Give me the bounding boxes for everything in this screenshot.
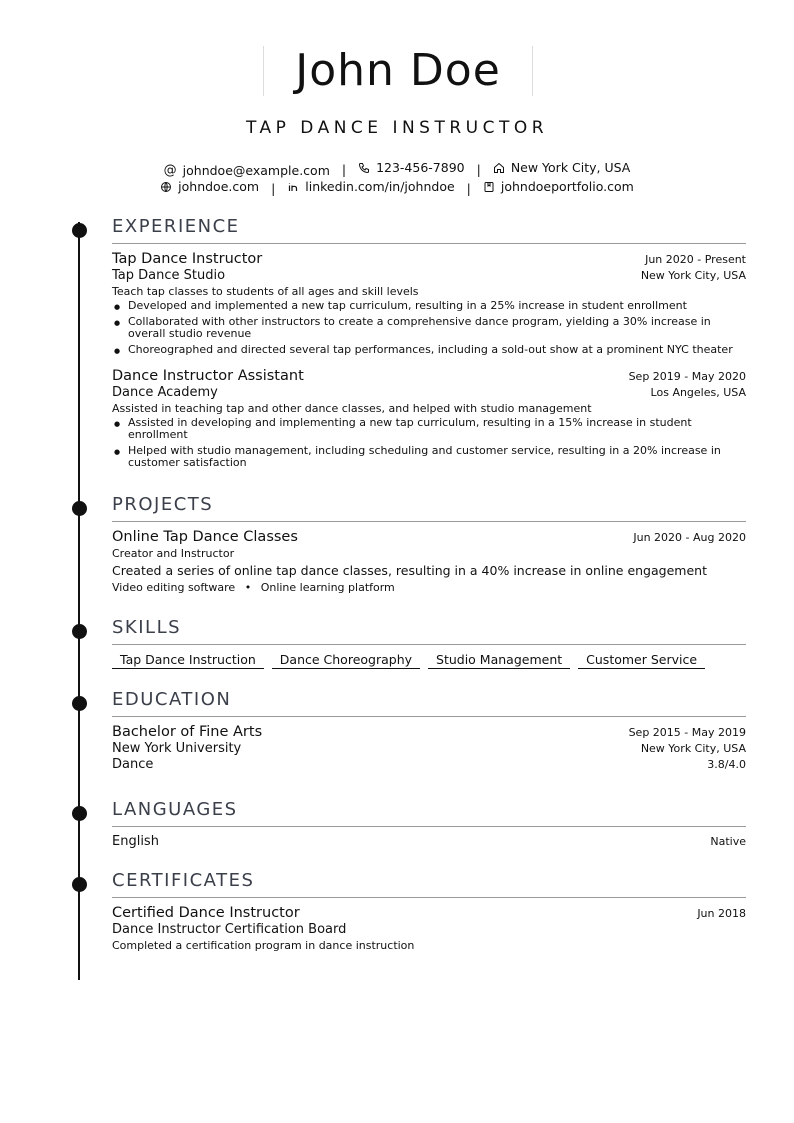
education-entry	[112, 724, 746, 772]
certificate-name: Certified Dance Instructor	[112, 905, 300, 921]
name-block	[263, 46, 533, 96]
website-text: johndoe.com	[178, 179, 260, 194]
phone-icon	[358, 162, 370, 174]
skills-section	[112, 616, 746, 669]
phone-text: 123-456-7890	[376, 160, 465, 175]
contact-row-2	[0, 179, 794, 196]
contact-website[interactable]	[160, 179, 259, 194]
education-school: New York University	[112, 741, 242, 756]
certificate-entry	[112, 905, 746, 952]
skill-tag: Dance Choreography	[272, 652, 420, 669]
experience-bullets	[112, 417, 746, 469]
separator: |	[476, 161, 481, 177]
contact-email[interactable]	[164, 163, 330, 178]
education-degree: Bachelor of Fine Arts	[112, 724, 263, 740]
job-title: TAP DANCE INSTRUCTOR	[245, 118, 549, 138]
experience-entry	[112, 368, 746, 469]
location-text: New York City, USA	[510, 160, 631, 175]
timeline-dot-skills	[72, 624, 87, 639]
separator: |	[341, 161, 347, 177]
project-name: Online Tap Dance Classes	[112, 529, 298, 545]
skills-list	[112, 652, 746, 669]
projects-section	[112, 493, 746, 594]
language-level: Native	[710, 835, 746, 848]
certificate-date: Jun 2018	[697, 907, 746, 920]
certificate-issuer: Dance Instructor Certification Board	[112, 922, 347, 937]
candidate-name: John Doe	[295, 45, 501, 96]
contact-portfolio[interactable]	[483, 179, 634, 194]
timeline-dot-experience	[72, 223, 87, 238]
bullet-item: ● Developed and implemented a new tap curriculum, resulting in a 25% increase in student enrollment	[112, 300, 746, 312]
contact-row-1	[0, 160, 794, 178]
project-tools	[112, 581, 746, 594]
experience-company: Dance Academy	[112, 385, 218, 400]
timeline-dot-languages	[72, 806, 87, 821]
education-section	[112, 688, 746, 772]
home-icon	[493, 162, 505, 174]
globe-icon	[160, 181, 172, 193]
experience-role: Tap Dance Instructor	[112, 251, 263, 267]
section-title: PROJECTS	[112, 494, 214, 515]
email-text: johndoe@example.com	[182, 162, 330, 178]
education-location: New York City, USA	[640, 742, 746, 755]
timeline-dot-certificates	[72, 877, 87, 892]
skill-tag: Customer Service	[578, 652, 705, 669]
bullet-item: ● Collaborated with other instructors to create a comprehensive dance program, yielding a 30% increase in overall studio revenue	[112, 316, 746, 340]
project-tool: Online learning platform	[260, 581, 395, 594]
project-tool: Video editing software	[112, 581, 236, 594]
experience-company: Tap Dance Studio	[112, 268, 226, 283]
section-divider	[112, 644, 746, 645]
section-divider	[112, 243, 746, 244]
separator: |	[466, 180, 471, 196]
experience-summary: Assisted in teaching tap and other dance classes, and helped with studio management	[112, 402, 592, 415]
experience-summary: Teach tap classes to students of all ages and skill levels	[112, 285, 419, 298]
certificate-description: Completed a certification program in dance instruction	[112, 939, 415, 952]
project-dates: Jun 2020 - Aug 2020	[633, 531, 746, 544]
section-title: EDUCATION	[112, 689, 232, 710]
timeline-dot-projects	[72, 501, 87, 516]
experience-location: New York City, USA	[640, 269, 746, 282]
contact-linkedin[interactable]	[287, 179, 454, 194]
linkedin-icon	[287, 181, 299, 193]
bullet-item: ● Assisted in developing and implementing a new tap curriculum, resulting in a 15% increase in student enrollment	[112, 417, 746, 441]
contact-location	[493, 160, 631, 175]
experience-location: Los Angeles, USA	[650, 386, 746, 399]
timeline-line	[78, 222, 80, 980]
section-divider	[112, 897, 746, 898]
section-title: LANGUAGES	[112, 799, 238, 820]
education-gpa: 3.8/4.0	[707, 758, 746, 771]
separator: |	[271, 180, 276, 196]
language-entry	[112, 834, 746, 849]
portfolio-icon	[483, 181, 495, 193]
skill-tag: Studio Management	[428, 652, 570, 669]
language-name: English	[112, 834, 159, 849]
experience-bullets	[112, 300, 746, 356]
section-title: SKILLS	[112, 617, 182, 638]
experience-section	[112, 215, 746, 469]
linkedin-text: linkedin.com/in/johndoe	[305, 179, 455, 194]
project-entry	[112, 529, 746, 594]
education-field: Dance	[112, 757, 154, 772]
skill-tag: Tap Dance Instruction	[112, 652, 264, 669]
section-divider	[112, 716, 746, 717]
education-dates: Sep 2015 - May 2019	[628, 726, 746, 739]
section-title: EXPERIENCE	[112, 216, 240, 237]
section-divider	[112, 826, 746, 827]
project-role: Creator and Instructor	[112, 547, 235, 560]
bullet-item: ● Choreographed and directed several tap performances, including a sold-out show at a prominent NYC theater	[112, 344, 746, 356]
experience-entry	[112, 251, 746, 356]
section-title: CERTIFICATES	[112, 870, 255, 891]
contact-phone[interactable]	[358, 160, 465, 175]
experience-dates: Sep 2019 - May 2020	[628, 370, 746, 383]
section-divider	[112, 521, 746, 522]
project-description: Created a series of online tap dance classes, resulting in a 40% increase in online engagement	[112, 563, 707, 578]
experience-dates: Jun 2020 - Present	[645, 253, 746, 266]
bullet-item: ● Helped with studio management, including scheduling and customer service, resulting in a 20% increase in customer satisfaction	[112, 445, 746, 469]
tool-separator: •	[244, 581, 252, 594]
experience-role: Dance Instructor Assistant	[112, 368, 304, 384]
at-icon: @	[163, 162, 177, 178]
languages-section	[112, 798, 746, 849]
timeline-dot-education	[72, 696, 87, 711]
certificates-section	[112, 869, 746, 952]
portfolio-text: johndoeportfolio.com	[500, 179, 634, 194]
